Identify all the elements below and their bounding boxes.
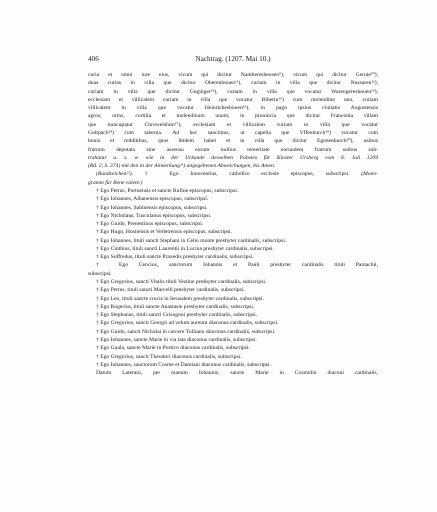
document-body	[88, 71, 378, 377]
subscription-line: † Ego Iohannes, Sabinensis episcopus, subscripsi.	[96, 204, 208, 211]
cross-icon: †	[96, 345, 99, 352]
text-line: fratrum deputata sine assensu eorum nullius temeritate eorundem fratrum usibus sub-	[88, 146, 378, 153]
subscription-line: † Ego Gregorius, sancti Vitalis tituli Vestine presbyter cardinalis, subscripsi.	[96, 279, 267, 286]
text-line: curia et omni iure eius, vicum qui dicitur Nantheresheusen⁹), vicum qui dicitur Gerute¹⁰),	[88, 72, 378, 78]
text-line: villicalem in villa que vocatur Heinrichesbouen¹⁶), in pago ipsius ciuitatis Augustensis	[88, 105, 378, 112]
text-line: duas curias in villa que dicitur Oberenhouen¹¹), curiam in villa que dicitur Nussaren¹²),	[88, 80, 378, 87]
editorial-line: (Bd. 2, S. 374) mit den in der Anmerkung²¹) angegebenen Abweichungen, bis Amen.	[88, 163, 276, 170]
subscription-continuation: subscripsi.	[88, 270, 112, 277]
cross-icon: †	[96, 295, 99, 302]
pope-subscription-line	[88, 170, 378, 178]
cross-icon: †	[96, 196, 99, 203]
subscription-line: † Ego Hugo, Hostiensis et Velletrensis episcopus, subscripsi.	[96, 229, 233, 236]
subscription-line: † Ego Soffredus, tituli sancte Praxedis presbyter cardinalis, subscripsi.	[96, 254, 254, 261]
cross-icon: †	[96, 353, 99, 360]
text-line: que nuncupatur Chrowelshim¹⁷), ecclesiam et villicalem curiam in villa que vocatur	[88, 121, 378, 128]
cross-icon: †	[144, 171, 158, 178]
text-line: bonis et redditibus, quos ibidem habet et in villa que dicitur Egenenburch²⁰), usibus	[88, 138, 378, 145]
subscription-list	[88, 187, 378, 369]
cross-icon: †	[96, 187, 99, 194]
subscription-line: † Ego Iohannes, sancte Marie in via lata diaconus cardinalis, subscripsi.	[96, 337, 257, 343]
subscription-line: † Ego Rogerius, tituli sancte Anastasie presbyter cardinalis, subscripsi.	[96, 303, 255, 310]
cross-icon: †	[96, 229, 99, 236]
cross-icon: †	[96, 254, 99, 261]
subscription-line: † Ego Leo, tituli sancte crucis in Ierusalem presbyter cardinalis, subscripsi.	[96, 295, 264, 302]
subscription-line: † Ego Gregorius, sancti Theodori diaconus cardinalis, subscripsi.	[96, 353, 242, 360]
cross-icon: †	[96, 361, 99, 368]
cross-icon: †	[96, 221, 99, 228]
subscription-line: † Ego Petrus, Portuensis et sancte Rufine episcopus, subscripsi.	[96, 187, 239, 194]
cross-icon: †	[96, 320, 99, 327]
cross-icon: †	[96, 337, 99, 343]
subscription-line: † Ego Iohannes, sanctorum Cosme et Damiani diaconus cardinalis, subscripsi.	[96, 361, 271, 368]
subscription-line: † Ego Guido, sancti Nicholai in carcere Tulliano diaconus cardinalis, subscripsi.	[96, 328, 276, 335]
cross-icon: †	[96, 279, 99, 286]
subscription-line: † Ego Petrus, tituli sancti Marcelli presbyter cardinalis, subscripsi.	[96, 287, 245, 294]
text-line: agros, ortos, curtilia et molendinum unum, in prouincia que dicitur Franconia villam	[88, 113, 378, 120]
cross-icon: †	[96, 245, 99, 252]
cross-icon: †	[96, 303, 99, 310]
cross-icon: †	[96, 312, 99, 319]
text-line: Goltpach¹⁸) cum taberna. Ad hec sancimus, ut capella que Vffenburch¹⁹) vocatur cum	[88, 129, 378, 136]
subscription-line: † Ego Guido, Prenestinus episcopus, subscripsi.	[96, 221, 204, 228]
subscription-line: † Ego Iohannes, tituli sancti Stephani in Celio monte presbyter cardinalis, subscripsi.	[96, 237, 287, 244]
charter-text	[88, 71, 378, 154]
monogramm-note-line: gramm für Bene valete.)	[88, 179, 143, 186]
cross-icon: †	[96, 287, 99, 294]
page-number: 406	[88, 55, 99, 63]
subscription-line: † Ego Iohannes, Albanensis episcopus, subscripsi.	[96, 196, 209, 203]
cross-icon: †	[96, 262, 109, 269]
cross-icon: †	[96, 237, 99, 244]
text-line: ecclesiam et villicalem curiam in villa que vocatur Biberin¹⁵) cum molendino uno, curiam	[88, 96, 378, 103]
text-line: curiam in villa que dicitur Geginger¹³), curiam in villa que vocatur Warengereshouen¹⁴),	[88, 88, 378, 95]
subscription-line: † Ego Cinthius, tituli sancti Laurentii in Lucina presbyter cardinalis, subscripsi.	[96, 245, 274, 252]
rundzeichen-note: (Rundzeichen²²).	[96, 171, 134, 178]
editorial-line: trahatur u. s. w. wie in der Urkunde desselben Pabstes für Kloster Ursberg vom 6. Juli 1209	[88, 154, 378, 161]
datum-line: Datum Laterani, per manum Iohannis, sancte Marie in Cosmidin diaconi cardinalis,	[96, 370, 378, 377]
subscription-line: † Ego Guala, sancte Marie in Portico diaconus cardinalis, subscripsi.	[96, 345, 250, 352]
editorial-note	[88, 154, 378, 171]
running-title: Nachtrag. (1207. Mai 10.)	[195, 55, 271, 63]
monogramm-note: (Mono-	[361, 171, 378, 178]
page-header	[88, 55, 378, 65]
pope-subscription: Ego Innocentius, catholice ecclesie episcopus, subscripsi.	[169, 171, 350, 178]
cross-icon: †	[96, 328, 99, 335]
subscription-line: † Ego Stephanus, tituli sancti Grisogoni presbyter cardinalis, subscripsi.	[96, 312, 258, 319]
subscription-line: † Ego Cencius, sanctorum Iohannis et Pauli presbyter cardinalis tituli Pamachii,	[96, 262, 378, 269]
cross-icon: †	[96, 204, 99, 211]
subscription-line: † Ego Gregorius, sancti Georgii ad velum aureum diaconus cardinalis, subscripsi.	[96, 320, 279, 327]
subscription-line: † Ego Nicholaus, Tusculanus episcopus, subscripsi.	[96, 212, 212, 219]
cross-icon: †	[96, 212, 99, 219]
